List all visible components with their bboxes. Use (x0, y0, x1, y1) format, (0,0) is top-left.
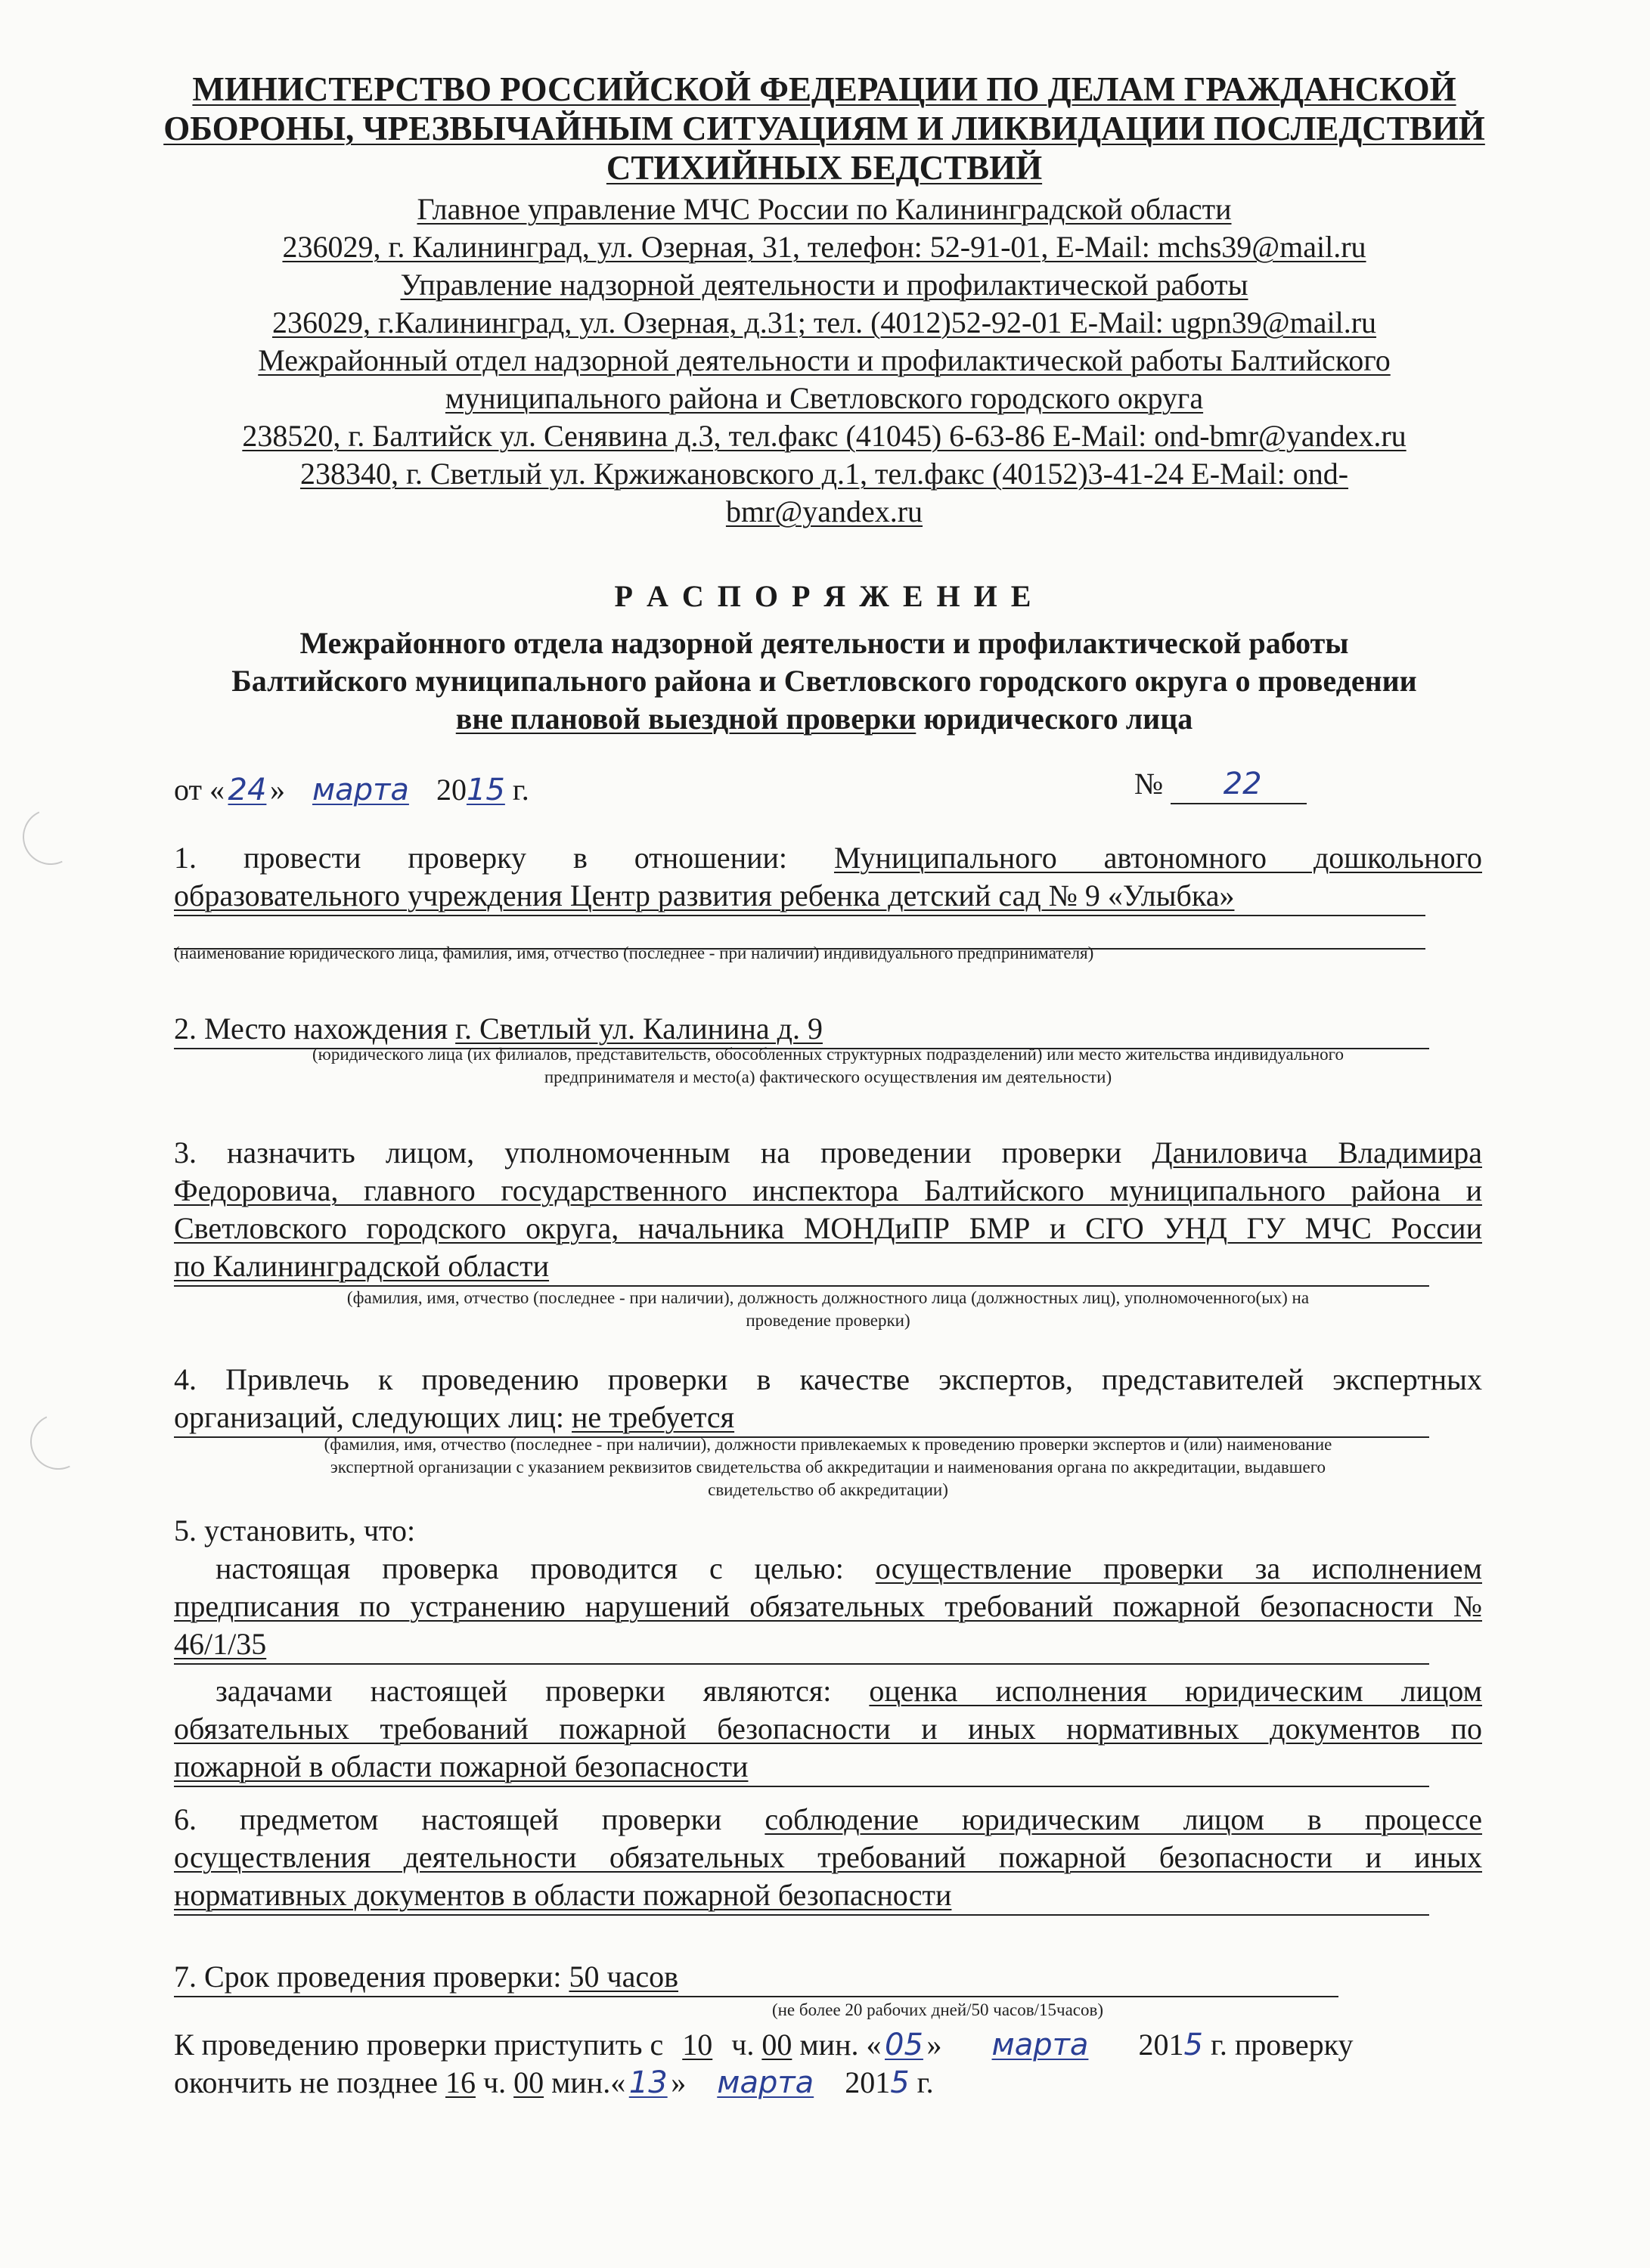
item-3-caption (174, 1287, 1482, 1332)
item-1-caption: (наименование юридического лица, фамилия, имя, отчество (последнее - при наличии) индивидуального предпринимателя) (174, 943, 1094, 962)
item-1-value-2: образовательного учреждения Центр развития ребенка детский сад № 9 «Улыбка» (174, 878, 1235, 912)
item-6-line-2: осуществления деятельности обязательных требований пожарной безопасности и иных (174, 1840, 1482, 1874)
date-month: марта (312, 773, 409, 807)
item-7 (174, 1958, 1384, 1997)
end-year-prefix: 201 (845, 2065, 891, 2099)
start-text-1: К проведению проверки приступить с (174, 2028, 671, 2062)
org-line-4: 236029, г.Калининград, ул. Озерная, д.31; тел. (4012)52-92-01 E-Mail: ugpn39@mail.ru (271, 305, 1377, 339)
org-line-5: Межрайонный отдел надзорной деятельности и профилактической работы Балтийского (258, 343, 1391, 377)
item-5-tasks-line-3 (174, 1748, 1429, 1787)
item-3-caption-1: (фамилия, имя, отчество (последнее - при наличии), должность должностного лица (должностных лиц), уполномоченного(ых) на (346, 1288, 1310, 1307)
item-3-line-2: Федоровича, главного государственного инспектора Балтийского муниципального района и (174, 1173, 1482, 1207)
start-text-4: » (926, 2028, 942, 2062)
end-year-hand: 5 (890, 2065, 910, 2100)
start-minute: 00 (761, 2028, 792, 2062)
punch-hole-mark-top (15, 801, 87, 873)
inspection-type: вне плановой выездной проверки (455, 702, 916, 736)
start-day: 05 (885, 2028, 923, 2062)
end-text-2: ч. (475, 2065, 514, 2099)
item-1 (174, 839, 1482, 950)
end-minute: 00 (513, 2065, 544, 2099)
goal-value-3: 46/1/35 (174, 1627, 267, 1661)
item-6-line-3 (174, 1876, 1429, 1916)
date-year-prefix: 20 (436, 773, 467, 807)
item-2-caption-1: (юридического лица (их филиалов, представительств, обособленных структурных подразделений) или место жительства индивидуального (312, 1045, 1344, 1064)
org-line-2: 236029, г. Калининград, ул. Озерная, 31, телефон: 52-91-01, E-Mail: mchs39@mail.ru (282, 230, 1366, 264)
punch-hole-mark-bottom (23, 1406, 95, 1478)
item-4-caption-1: (фамилия, имя, отчество (последнее - при наличии), должности привлекаемых к проведению проверки экспертов и (или) наименование (324, 1435, 1332, 1454)
start-year-hand: 5 (1183, 2028, 1203, 2062)
goal-label: настоящая проверка проводится с целью: (216, 1551, 876, 1585)
item-6-line-1 (174, 1801, 1482, 1839)
tasks-value-3: пожарной в области пожарной безопасности (174, 1749, 749, 1783)
item-3-value-4: по Калининградской области (174, 1249, 550, 1283)
item-3-value-1: Даниловича Владимира (1152, 1136, 1482, 1170)
item-6-value-3: нормативных документов в области пожарной безопасности (174, 1878, 952, 1912)
start-text-3: мин. « (792, 2028, 882, 2062)
end-text-1: окончить не позднее (174, 2065, 445, 2099)
ministry-header (136, 70, 1512, 187)
item-1-value-1: Муниципального автономного дошкольного (833, 841, 1482, 875)
end-month: марта (717, 2065, 814, 2100)
date-mid: » (269, 773, 285, 807)
item-1-label: 1. провести проверку в отношении: (174, 841, 834, 875)
item-4-caption-2: экспертной организации с указанием реквизитов свидетельства об аккредитации и наименования органа по аккредитации, выдавшего (330, 1458, 1326, 1476)
item-3-line-4 (174, 1247, 1429, 1287)
number-label: № (1134, 767, 1164, 801)
org-line-8: 238340, г. Светлый ул. Кржижановского д.1, тел.факс (40152)3-41-24 E-Mail: ond- (299, 457, 1349, 491)
document-title (136, 578, 1512, 738)
item-7-line (174, 1958, 1338, 1997)
item-4-line-1: 4. Привлечь к проведению проверки в качестве экспертов, представителей экспертных (174, 1362, 1482, 1396)
ministry-line-3: СТИХИЙНЫХ БЕДСТВИЙ (606, 149, 1043, 187)
tasks-value-1: оценка исполнения юридическим лицом (869, 1674, 1482, 1708)
date-suffix: г. (504, 773, 529, 807)
number-value: 22 (1171, 765, 1307, 804)
item-5-tasks-line-2: обязательных требований пожарной безопасности и иных нормативных документов по (174, 1712, 1482, 1746)
item-5-goal-line-3 (174, 1625, 1429, 1665)
item-6-label: 6. предметом настоящей проверки (174, 1802, 765, 1836)
tasks-label: задачами настоящей проверки являются: (216, 1674, 870, 1708)
item-4-caption (174, 1433, 1482, 1501)
org-line-1: Главное управление МЧС России по Калининградской области (417, 192, 1232, 226)
item-3-label: 3. назначить лицом, уполномоченным на проведении проверки (174, 1136, 1152, 1170)
item-5 (174, 1512, 1482, 1787)
title-line-3-rest: юридического лица (916, 702, 1193, 736)
end-line (174, 2064, 1308, 2102)
date-year-hand: 15 (466, 773, 505, 807)
item-6 (174, 1801, 1482, 1916)
title-line-3 (136, 700, 1512, 738)
ministry-line-2: ОБОРОНЫ, ЧРЕЗВЫЧАЙНЫМ СИТУАЦИЯМ И ЛИКВИДАЦИИ ПОСЛЕДСТВИЙ (163, 110, 1485, 147)
organization-contacts (136, 191, 1512, 531)
item-2-caption (174, 1043, 1482, 1089)
start-text-5: г. проверку (1202, 2028, 1354, 2062)
item-5-goal-line-1 (174, 1550, 1482, 1588)
item-5-goal-line-2: предписания по устранению нарушений обязательных требований пожарной безопасности № (174, 1589, 1482, 1623)
item-4-line-2 (174, 1399, 1429, 1438)
start-hour: 10 (682, 2028, 713, 2062)
order-number (1134, 765, 1331, 804)
order-heading: Р А С П О Р Я Ж Е Н И Е (614, 579, 1034, 613)
date-day: 24 (228, 773, 267, 807)
item-4-label: организаций, следующих лиц: (174, 1400, 572, 1434)
item-6-value-1: соблюдение юридическим лицом в процессе (765, 1802, 1483, 1836)
title-line-1: Межрайонного отдела надзорной деятельности и профилактической работы (299, 626, 1349, 660)
item-2-caption-2: предпринимателя и место(а) фактического осуществления им деятельности) (544, 1067, 1112, 1086)
start-year-prefix: 201 (1138, 2028, 1184, 2062)
item-2-value: г. Светлый ул. Калинина д. 9 (455, 1012, 823, 1046)
end-hour: 16 (445, 2065, 476, 2099)
date-prefix: от « (174, 773, 225, 807)
item-3-caption-2: проведение проверки) (746, 1311, 910, 1330)
item-3-line-1 (174, 1134, 1482, 1172)
start-month: марта (991, 2028, 1089, 2062)
item-1-line-2 (174, 877, 1425, 916)
end-text-4: » (671, 2065, 687, 2099)
item-3 (174, 1134, 1482, 1287)
date-line (174, 771, 930, 809)
item-4 (174, 1361, 1482, 1438)
item-1-line-1 (174, 839, 1482, 877)
item-4-value: не требуется (572, 1400, 735, 1434)
item-7-label: 7. Срок проведения проверки: (174, 1960, 569, 1994)
start-line (174, 2026, 1497, 2064)
item-2-label: 2. Место нахождения (174, 1012, 456, 1046)
item-4-caption-3: свидетельство об аккредитации) (708, 1480, 948, 1499)
org-line-7: 238520, г. Балтийск ул. Сенявина д.3, тел.факс (41045) 6-63-86 E-Mail: ond-bmr@yandex.ru (242, 419, 1407, 453)
start-text-2: ч. (724, 2028, 762, 2062)
ministry-line-1: МИНИСТЕРСТВО РОССИЙСКОЙ ФЕДЕРАЦИИ ПО ДЕЛАМ ГРАЖДАНСКОЙ (192, 70, 1456, 108)
org-line-3: Управление надзорной деятельности и профилактической работы (400, 268, 1248, 302)
org-line-6: муниципального района и Светловского городского округа (445, 381, 1204, 415)
item-7-value: 50 часов (569, 1960, 678, 1994)
item-5-label: 5. установить, что: (174, 1514, 416, 1548)
item-7-caption: (не более 20 рабочих дней/50 часов/15часов) (771, 2000, 1104, 2019)
end-day: 13 (628, 2065, 668, 2100)
item-5-tasks-line-1 (174, 1672, 1482, 1710)
goal-value-1: осуществление проверки за исполнением (875, 1551, 1482, 1585)
end-text-5: г. (909, 2065, 934, 2099)
title-line-2: Балтийского муниципального района и Светловского городского округа о проведении (231, 664, 1417, 698)
org-line-9: bmr@yandex.ru (725, 494, 923, 528)
end-text-3: мин.« (544, 2065, 626, 2099)
item-3-line-3: Светловского городского округа, начальника МОНДиПР БМР и СГО УНД ГУ МЧС России (174, 1211, 1482, 1245)
